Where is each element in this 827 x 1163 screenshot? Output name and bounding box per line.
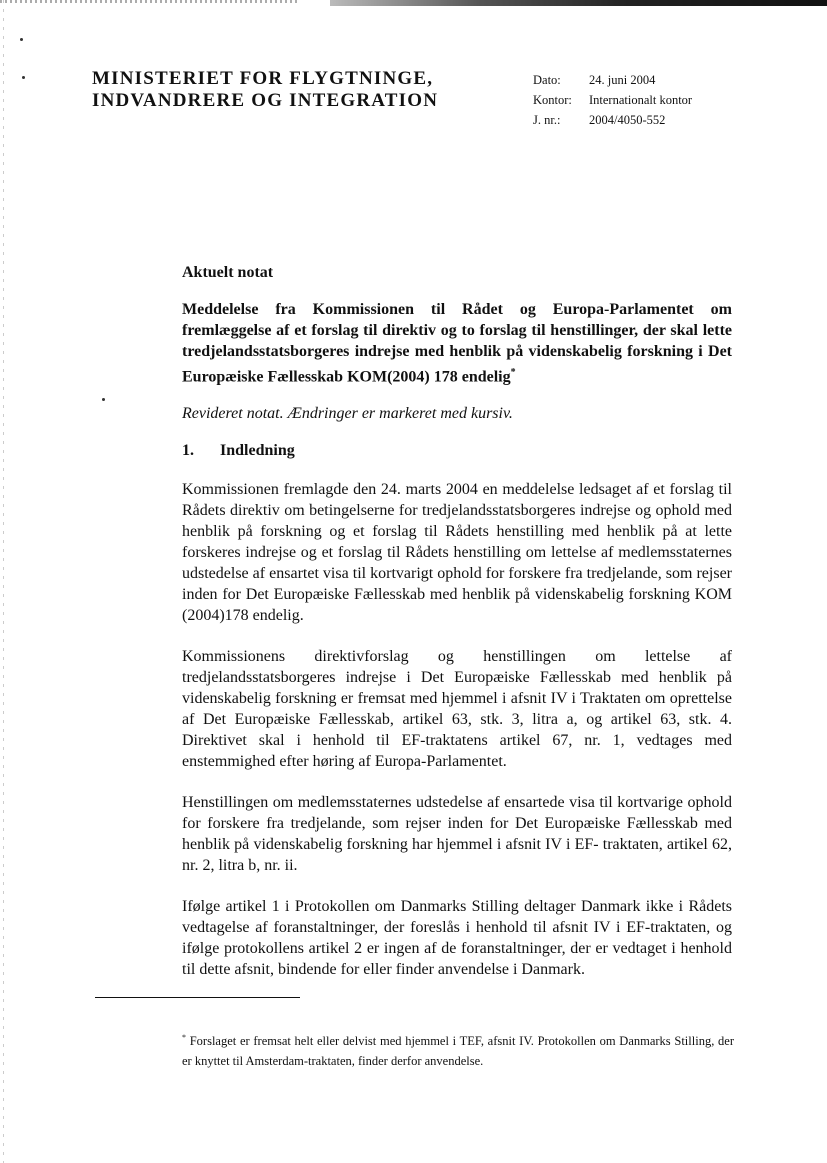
paragraph: Kommissionens direktivforslag og henstillingen om lettelse af tredjelandsstatsborgeres indrejse i Det Europæiske Fællesskab med henblik på videnskabelig forskning er fremsat med hjemmel i afsnit IV i Traktaten om oprettelse af Det Europæiske Fællesskab, artikel 63, stk. 3, litra a, og artikel 63, stk. 4. Direktivet skal i henhold til EF-traktatens artikel 67, nr. 1, vedtages med enstemmighed efter høring af Europa-Parlamentet. <box>182 648 732 771</box>
footnote-text: Forslaget er fremsat helt eller delvist med hjemmel i TEF, afsnit IV. Protokollen om Danmarks Stilling, der er knyttet til Amsterdam-traktaten, finder derfor anvendelse. <box>182 1034 734 1069</box>
meta-value: Internationalt kontor <box>589 93 693 107</box>
meta-row-journal-number <box>533 110 692 130</box>
ministry-line-1: MINISTERIET FOR FLYGTNINGE, <box>92 68 434 89</box>
scan-speck <box>22 76 25 79</box>
section-title: Indledning <box>220 442 295 460</box>
scan-speck <box>102 398 105 401</box>
meta-label: Dato: <box>533 73 561 87</box>
revision-note: Revideret notat. Ændringer er markeret med kursiv. <box>182 405 513 423</box>
document-body <box>182 262 732 1000</box>
ministry-line-2: INDVANDRERE OG INTEGRATION <box>92 90 439 111</box>
ministry-name <box>92 68 438 112</box>
meta-row-office <box>533 90 692 110</box>
document-type-heading: Aktuelt notat <box>182 264 274 281</box>
document-metadata <box>533 70 692 130</box>
scan-artifact-top-right <box>330 0 827 6</box>
section-heading <box>182 440 732 461</box>
meta-label: Kontor: <box>533 93 572 107</box>
meta-row-date <box>533 70 692 90</box>
scan-artifact-left-edge <box>3 0 4 1163</box>
footnote-reference: * <box>510 367 516 378</box>
scan-speck <box>20 38 23 41</box>
scan-artifact-top-left <box>0 0 300 3</box>
meta-value: 2004/4050-552 <box>589 113 666 127</box>
section-number: 1. <box>182 442 194 460</box>
document-title <box>182 299 732 387</box>
paragraph: Henstillingen om medlemsstaternes udstedelse af ensartede visa til kortvarige ophold for forskere fra tredjelande, som rejser inden for Det Europæiske Fællesskab med henblik på videnskabelig forskning har hjemmel i afsnit IV i EF- traktaten, artikel 62, nr. 2, litra b, nr. ii. <box>182 794 732 875</box>
meta-value: 24. juni 2004 <box>589 73 656 87</box>
document-title-text: Meddelelse fra Kommissionen til Rådet og Europa-Parlamentet om fremlæggelse af et forslag til direktiv og to forslag til henstillinger, der skal lette tredjelandsstatsborgeres indrejse med henblik på videnskabelig forskning i Det Europæiske Fællesskab KOM(2004) 178 endelig <box>182 301 732 386</box>
footnote-mark: * <box>182 1033 186 1042</box>
paragraph: Kommissionen fremlagde den 24. marts 2004 en meddelelse ledsaget af et forslag til Rådets direktiv om betingelserne for tredjelandsstatsborgeres indrejse og ophold med henblik på forskning og et forslag til Rådets henstilling med henblik på at lette forskeres indrejse og et forslag til Rådets henstilling om lettelse af medlemsstaternes udstedelse af ensartet visa til kortvarigt ophold for forskere fra tredjelande, som rejser inden for Det Europæiske Fællesskab med henblik på videnskabelig forskning KOM (2004)178 endelig. <box>182 481 732 625</box>
footnote <box>182 1028 734 1071</box>
footnote-separator <box>95 997 300 998</box>
paragraph: Ifølge artikel 1 i Protokollen om Danmarks Stilling deltager Danmark ikke i Rådets vedtagelse af foranstaltninger, der foreslås i henhold til afsnit IV i EF-traktaten, og ifølge protokollens artikel 2 er ingen af de foranstaltninger, der er vedtaget i henhold til dette afsnit, bindende for eller finder anvendelse i Danmark. <box>182 898 732 979</box>
meta-label: J. nr.: <box>533 113 561 127</box>
